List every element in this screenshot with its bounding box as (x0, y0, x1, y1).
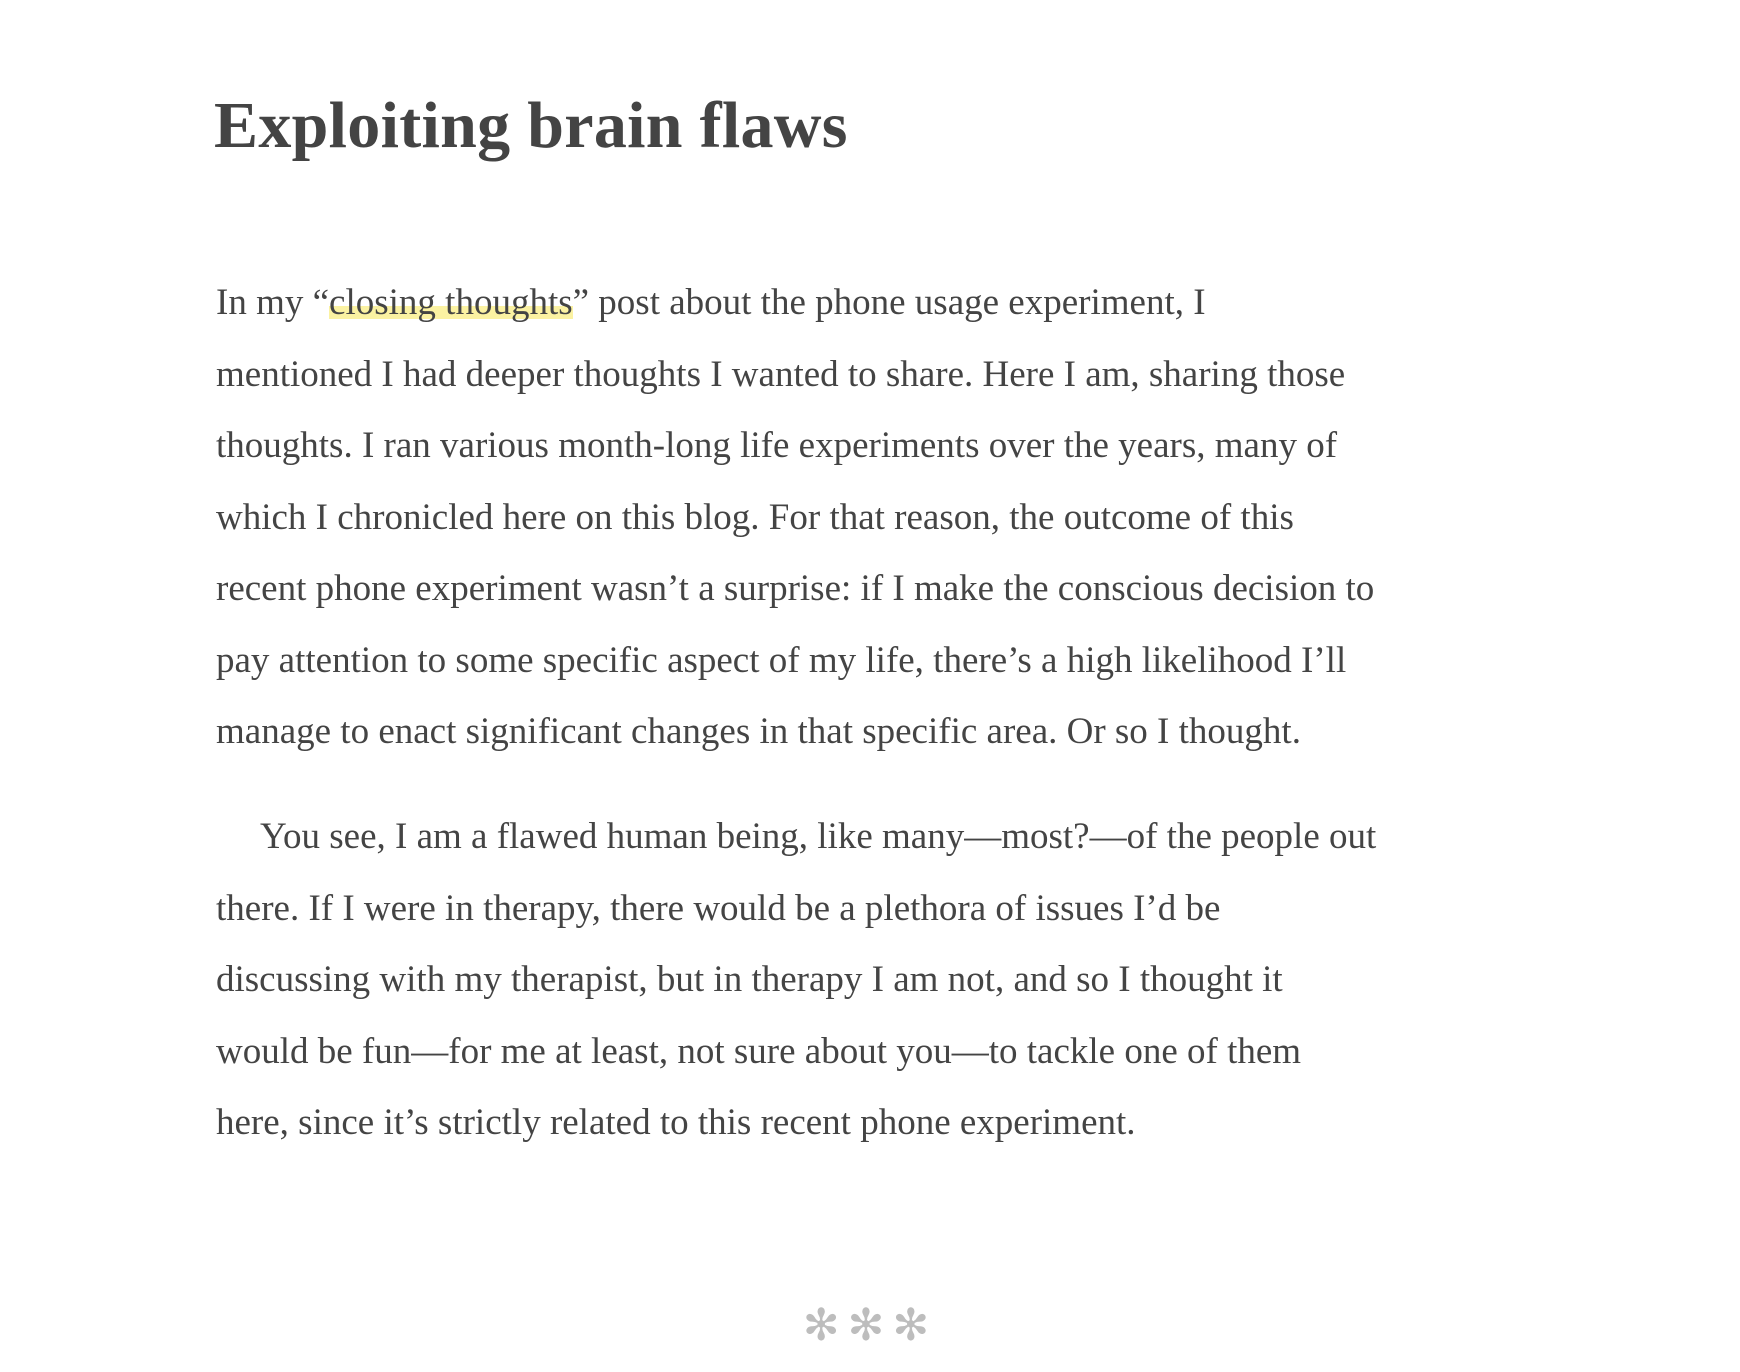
paragraph-line: there. If I were in therapy, there would be a plethora of issues I’d be (216, 887, 1221, 929)
paragraph-line: would be fun—for me at least, not sure about you—to tackle one of them (216, 1030, 1302, 1072)
section-separator-asterisks-icon: ✻✻✻ (802, 1300, 938, 1351)
paragraph-2 (216, 801, 1596, 1159)
paragraph-line: recent phone experiment wasn’t a surprise: if I make the conscious decision to (216, 568, 1375, 609)
paragraph-1 (216, 267, 1596, 768)
paragraph-line: thoughts. I ran various month-long life experiments over the years, many of (216, 425, 1338, 466)
closing-thoughts-link[interactable]: closing thoughts (329, 282, 573, 323)
paragraph-line: You see, I am a flawed human being, like many—most?—of the people out (260, 816, 1377, 857)
text: ” post about the phone usage experiment, I (572, 282, 1206, 323)
paragraph-line: discussing with my therapist, but in therapy I am not, and so I thought it (216, 959, 1283, 1000)
text: In my “ (216, 282, 330, 323)
paragraph-line: here, since it’s strictly related to this recent phone experiment. (216, 1102, 1136, 1143)
paragraph-line: which I chronicled here on this blog. For that reason, the outcome of this (216, 496, 1294, 538)
article-title: Exploiting brain flaws (214, 89, 848, 162)
paragraph-line: pay attention to some specific aspect of my life, there’s a high likelihood I’ll (216, 639, 1347, 681)
paragraph-line (216, 267, 1596, 339)
paragraph-line: mentioned I had deeper thoughts I wanted to share. Here I am, sharing those (216, 353, 1346, 395)
paragraph-line: manage to enact significant changes in that specific area. Or so I thought. (216, 711, 1301, 752)
